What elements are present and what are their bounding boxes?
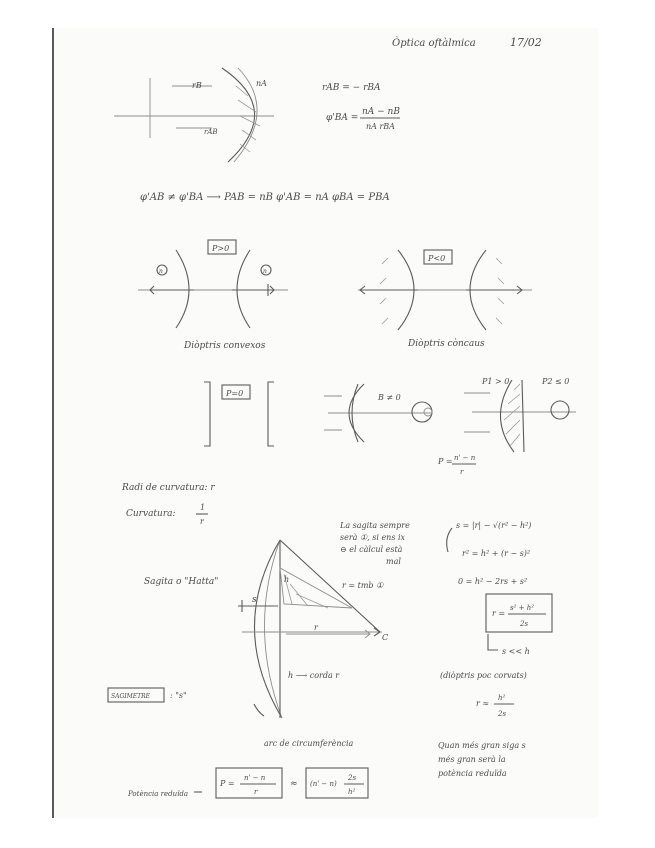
power-formula-num: n' − n bbox=[454, 454, 476, 462]
note-line-3: ⊖ el càlcul està bbox=[340, 545, 403, 554]
sagimetre-measures: : "s" bbox=[170, 691, 187, 700]
sagitta-diagram bbox=[238, 540, 382, 718]
convex-box-label: P>0 bbox=[212, 244, 230, 253]
label-b: B ≠ 0 bbox=[378, 393, 401, 402]
reduced-power-label: Potència reduïda bbox=[128, 790, 189, 798]
approx-num: h² bbox=[498, 694, 506, 702]
reduced-power-den: r bbox=[254, 788, 258, 796]
plane-box-label: P=0 bbox=[226, 389, 244, 398]
course-title: Òptica oftàlmica bbox=[392, 38, 476, 49]
note-line-4: mal bbox=[386, 557, 401, 566]
marker-left: n bbox=[159, 268, 163, 275]
label-rb: rB bbox=[192, 81, 202, 90]
conclusion-line-1: Quan més gran siga s bbox=[438, 741, 526, 750]
sagita-label: Sagita o "Hatta" bbox=[144, 577, 219, 587]
eq-pythagoras: r² = h² + (r − s)² bbox=[462, 549, 531, 558]
curvature-label: Curvatura: bbox=[126, 509, 176, 519]
concave-caption: Diòptris còncaus bbox=[408, 339, 485, 349]
reduced-approx-num: 2s bbox=[348, 774, 357, 782]
note-line-2: serà ①, si ens ix bbox=[340, 533, 406, 542]
convex-caption: Diòptris convexos bbox=[184, 341, 266, 351]
reduced-approx-den: h² bbox=[348, 788, 356, 796]
label-p1: P1 > 0 bbox=[482, 377, 510, 386]
eq-power-chain: φ'AB ≠ φ'BA ⟶ PAB = nB φ'AB = nA φBA = PBA bbox=[140, 192, 390, 203]
eq-phi-lhs: φ'BA = bbox=[326, 113, 359, 123]
arc-label: arc de circumferència bbox=[264, 739, 354, 748]
label-center: C bbox=[382, 633, 389, 642]
thick-lens-eye-diagram bbox=[464, 380, 576, 452]
radius-result-num: s² + h² bbox=[510, 604, 535, 612]
date: 17/02 bbox=[510, 36, 542, 49]
power-formula-den: r bbox=[460, 468, 464, 476]
condition: s << h bbox=[502, 647, 530, 656]
sagimetre-label: SAGIMETRE bbox=[111, 693, 151, 700]
convex-diagram bbox=[138, 250, 288, 328]
radius-result-lhs: r = bbox=[492, 609, 506, 618]
label-rab: rAB bbox=[204, 128, 218, 136]
reduced-power-lhs: P = bbox=[220, 779, 235, 788]
label-h: h bbox=[284, 575, 290, 584]
eq-phi-den: nA rBA bbox=[366, 122, 395, 131]
eq-sagitta: s = |r| − √(r² − h²) bbox=[456, 521, 532, 530]
label-s: s bbox=[252, 595, 257, 605]
label-r-arrow: r bbox=[314, 623, 318, 632]
conclusion-line-2: més gran serà la bbox=[438, 755, 506, 764]
reduced-power-num: n' − n bbox=[244, 774, 266, 782]
eq-r-relation: rAB = − rBA bbox=[322, 83, 381, 93]
eq-phi-num: nA − nB bbox=[362, 107, 400, 117]
approx-den: 2s bbox=[498, 710, 507, 718]
concave-box-label: P<0 bbox=[428, 254, 446, 263]
radius-label: Radi de curvatura: r bbox=[122, 483, 215, 493]
radius-result-den: 2s bbox=[520, 620, 529, 628]
notebook-page bbox=[52, 28, 598, 818]
label-p2: P2 ≤ 0 bbox=[542, 377, 570, 386]
eq-expanded: 0 = h² − 2rs + s² bbox=[458, 577, 528, 586]
paraxial-note: (diòptris poc corvats) bbox=[440, 671, 527, 680]
reduced-approx-pre: (n' − n) bbox=[310, 780, 337, 788]
curvature-den: r bbox=[200, 517, 204, 526]
curvature-num: 1 bbox=[200, 503, 206, 512]
handwritten-notes bbox=[52, 28, 598, 818]
r-also-positive: r = tmb ① bbox=[342, 581, 384, 590]
approx-lhs: r ≈ bbox=[476, 699, 490, 708]
reduced-approx: ≈ bbox=[290, 779, 298, 789]
chord-label: h ⟶ corda r bbox=[288, 671, 340, 680]
conclusion-line-3: potència reduïda bbox=[438, 769, 507, 778]
label-na: nA bbox=[256, 79, 267, 88]
note-line-1: La sagita sempre bbox=[340, 521, 410, 530]
marker-right: n bbox=[263, 268, 267, 275]
power-formula-lhs: P = bbox=[438, 457, 453, 466]
